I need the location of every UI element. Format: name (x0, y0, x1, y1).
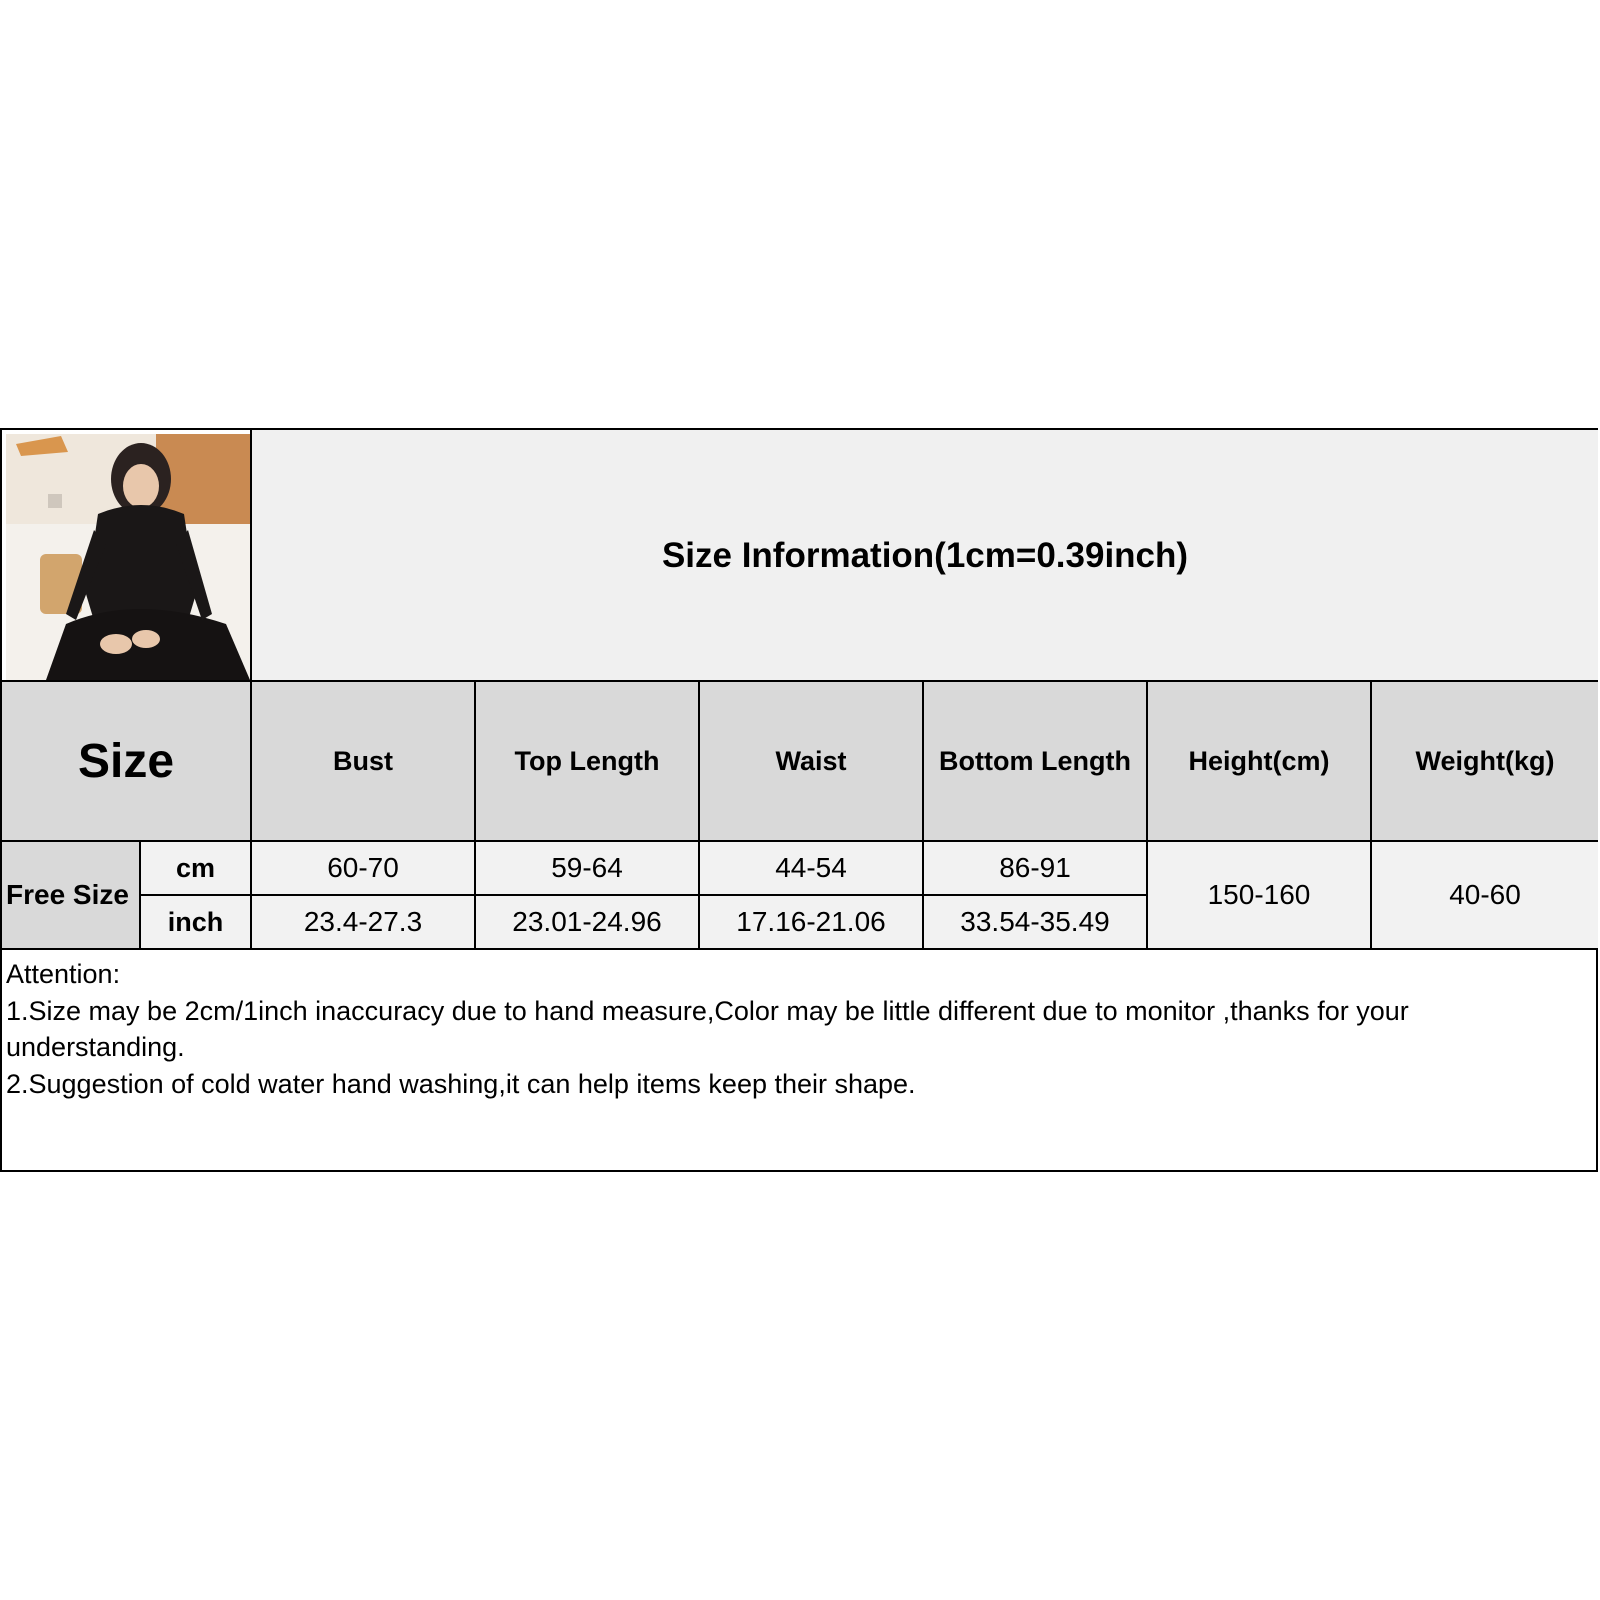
grid-line (1370, 682, 1372, 948)
inch-waist: 17.16-21.06 (700, 896, 922, 948)
attention-notes (6, 956, 1586, 1102)
grid-line (2, 680, 1598, 682)
weight-range: 40-60 (1372, 842, 1598, 948)
size-chart (0, 428, 1598, 1172)
grid-line (698, 682, 700, 948)
cm-waist: 44-54 (700, 842, 922, 894)
header-waist: Waist (700, 682, 922, 840)
header-top-length: Top Length (476, 682, 698, 840)
unit-cm: cm (141, 842, 250, 894)
unit-inch: inch (141, 896, 250, 948)
product-photo (6, 434, 250, 680)
inch-bottom-length: 33.54-35.49 (924, 896, 1146, 948)
grid-line (2, 840, 1598, 842)
grid-line (139, 894, 1148, 896)
grid-line (250, 430, 252, 948)
note-line-1: 1.Size may be 2cm/1inch inaccuracy due to hand measure,Color may be little different due to monitor ,thanks for your (6, 995, 1409, 1026)
height-range: 150-160 (1148, 842, 1370, 948)
note-line-2: 2.Suggestion of cold water hand washing,it can help items keep their shape. (6, 1068, 916, 1099)
inch-top-length: 23.01-24.96 (476, 896, 698, 948)
model-image (6, 434, 250, 680)
grid-line (474, 682, 476, 948)
header-bottom-length: Bottom Length (924, 682, 1146, 840)
header-height: Height(cm) (1148, 682, 1370, 840)
cm-top-length: 59-64 (476, 842, 698, 894)
size-label: Free Size (2, 842, 139, 948)
size-header: Size (2, 682, 250, 840)
table-title: Size Information(1cm=0.39inch) (252, 430, 1598, 682)
grid-line (922, 682, 924, 948)
note-line-1-continued: understanding. (6, 1032, 185, 1062)
header-weight: Weight(kg) (1372, 682, 1598, 840)
inch-bust: 23.4-27.3 (252, 896, 474, 948)
notes-heading: Attention: (6, 959, 121, 989)
header-bust: Bust (252, 682, 474, 840)
grid-line (2, 948, 1598, 950)
cm-bottom-length: 86-91 (924, 842, 1146, 894)
cm-bust: 60-70 (252, 842, 474, 894)
grid-line (1146, 682, 1148, 948)
